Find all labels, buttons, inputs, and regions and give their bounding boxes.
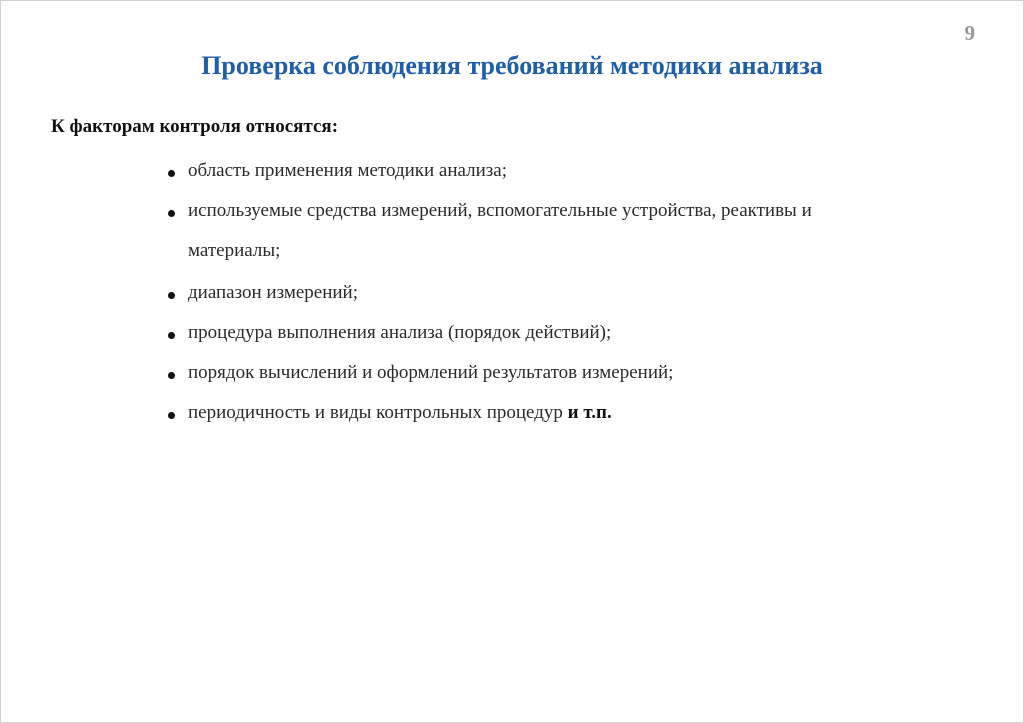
page-number: 9 <box>964 21 975 45</box>
bullet-icon <box>168 170 175 177</box>
bullet-icon <box>168 210 175 217</box>
list-item-text: порядок вычислений и оформлений результатов измерений; <box>188 362 674 383</box>
bullet-icon <box>168 412 175 419</box>
list-lead-text: К факторам контроля относятся: <box>51 116 339 137</box>
list-item-text: диапазон измерений; <box>188 282 359 303</box>
bullet-icon <box>168 292 175 299</box>
page-title: Проверка соблюдения требований методики анализа <box>201 51 823 80</box>
list-item-tail: и т.п. <box>567 402 612 423</box>
list-item <box>166 393 846 433</box>
list-item <box>166 191 846 271</box>
list-item-text: используемые средства измерений, вспомогательные устройства, реактивы и материалы; <box>188 200 812 261</box>
bullet-icon <box>168 332 175 339</box>
list-item-text: область применения методики анализа; <box>188 160 507 181</box>
list-item <box>166 313 846 353</box>
list-item <box>166 273 846 313</box>
list-item <box>166 353 846 393</box>
list-item-text: периодичность и виды контрольных процедур <box>188 402 568 423</box>
bullet-icon <box>168 372 175 379</box>
bullet-list <box>166 151 846 433</box>
list-item <box>166 151 846 191</box>
list-item-text: процедура выполнения анализа (порядок действий); <box>188 322 612 343</box>
